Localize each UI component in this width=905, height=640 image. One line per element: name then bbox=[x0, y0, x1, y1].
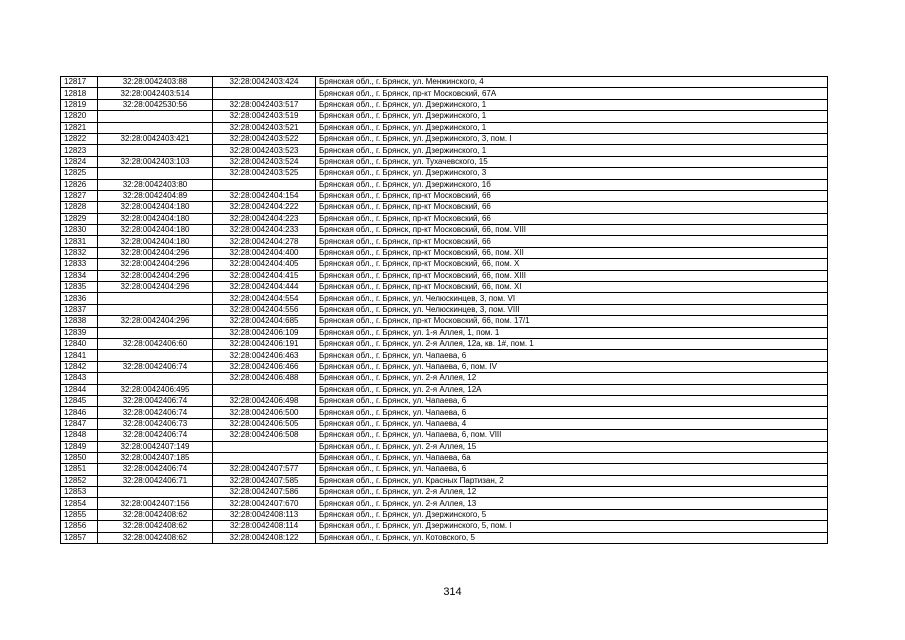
parcel-number-cell bbox=[98, 350, 213, 361]
row-number-cell: 12838 bbox=[61, 316, 98, 327]
row-number-cell: 12849 bbox=[61, 441, 98, 452]
address-cell: Брянская обл., г. Брянск, ул. Чапаева, 6 bbox=[316, 407, 828, 418]
table-row bbox=[61, 418, 828, 429]
parcel-number-cell bbox=[98, 111, 213, 122]
table-row bbox=[61, 509, 828, 520]
table-row bbox=[61, 395, 828, 406]
address-cell: Брянская обл., г. Брянск, ул. 2-я Аллея, 12а, кв. 1#, пом. 1 bbox=[316, 338, 828, 349]
parcel-number-cell: 32:28:0042404:296 bbox=[98, 316, 213, 327]
address-cell: Брянская обл., г. Брянск, пр-кт Московский, 66, пом. XI bbox=[316, 282, 828, 293]
parcel-number-cell bbox=[98, 304, 213, 315]
row-number-cell: 12852 bbox=[61, 475, 98, 486]
object-number-cell bbox=[213, 441, 316, 452]
address-cell: Брянская обл., г. Брянск, ул. Дзержинского, 3 bbox=[316, 168, 828, 179]
object-number-cell: 32:28:0042406:466 bbox=[213, 361, 316, 372]
row-number-cell: 12832 bbox=[61, 247, 98, 258]
table-row bbox=[61, 236, 828, 247]
table-row bbox=[61, 521, 828, 532]
row-number-cell: 12853 bbox=[61, 487, 98, 498]
row-number-cell: 12828 bbox=[61, 202, 98, 213]
table-row bbox=[61, 190, 828, 201]
row-number-cell: 12836 bbox=[61, 293, 98, 304]
parcel-number-cell: 32:28:0042408:62 bbox=[98, 509, 213, 520]
table-row bbox=[61, 88, 828, 99]
table-row bbox=[61, 77, 828, 88]
address-cell: Брянская обл., г. Брянск, ул. Челюскинцев, 3, пом. VIII bbox=[316, 304, 828, 315]
table-row bbox=[61, 384, 828, 395]
address-cell: Брянская обл., г. Брянск, ул. 2-я Аллея, 13 bbox=[316, 498, 828, 509]
address-cell: Брянская обл., г. Брянск, ул. Челюскинцев, 3, пом. VI bbox=[316, 293, 828, 304]
object-number-cell: 32:28:0042407:670 bbox=[213, 498, 316, 509]
parcel-number-cell bbox=[98, 145, 213, 156]
address-cell: Брянская обл., г. Брянск, ул. 2-я Аллея, 15 bbox=[316, 441, 828, 452]
table-row bbox=[61, 270, 828, 281]
object-number-cell: 32:28:0042406:500 bbox=[213, 407, 316, 418]
address-cell: Брянская обл., г. Брянск, пр-кт Московский, 66 bbox=[316, 236, 828, 247]
address-cell: Брянская обл., г. Брянск, ул. Дзержинского, 1 bbox=[316, 99, 828, 110]
row-number-cell: 12818 bbox=[61, 88, 98, 99]
table-row bbox=[61, 350, 828, 361]
row-number-cell: 12835 bbox=[61, 282, 98, 293]
table-row bbox=[61, 338, 828, 349]
parcel-number-cell: 32:28:0042404:296 bbox=[98, 270, 213, 281]
parcel-number-cell: 32:28:0042403:514 bbox=[98, 88, 213, 99]
address-cell: Брянская обл., г. Брянск, ул. Дзержинского, 1 bbox=[316, 145, 828, 156]
address-cell: Брянская обл., г. Брянск, ул. 2-я Аллея, 12 bbox=[316, 373, 828, 384]
table-row bbox=[61, 202, 828, 213]
row-number-cell: 12845 bbox=[61, 395, 98, 406]
parcel-number-cell: 32:28:0042408:62 bbox=[98, 521, 213, 532]
parcel-number-cell: 32:28:0042406:495 bbox=[98, 384, 213, 395]
parcel-number-cell: 32:28:0042406:60 bbox=[98, 338, 213, 349]
object-number-cell: 32:28:0042403:517 bbox=[213, 99, 316, 110]
object-number-cell bbox=[213, 452, 316, 463]
object-number-cell: 32:28:0042406:508 bbox=[213, 430, 316, 441]
row-number-cell: 12826 bbox=[61, 179, 98, 190]
parcel-number-cell: 32:28:0042407:156 bbox=[98, 498, 213, 509]
row-number-cell: 12841 bbox=[61, 350, 98, 361]
object-number-cell: 32:28:0042404:278 bbox=[213, 236, 316, 247]
object-number-cell: 32:28:0042403:524 bbox=[213, 156, 316, 167]
object-number-cell: 32:28:0042408:113 bbox=[213, 509, 316, 520]
row-number-cell: 12824 bbox=[61, 156, 98, 167]
parcel-number-cell: 32:28:0042404:180 bbox=[98, 225, 213, 236]
parcel-number-cell: 32:28:0042407:185 bbox=[98, 452, 213, 463]
address-cell: Брянская обл., г. Брянск, ул. Дзержинского, 5, пом. I bbox=[316, 521, 828, 532]
row-number-cell: 12821 bbox=[61, 122, 98, 133]
table-row bbox=[61, 361, 828, 372]
table-row bbox=[61, 168, 828, 179]
object-number-cell: 32:28:0042408:122 bbox=[213, 532, 316, 543]
table-row bbox=[61, 225, 828, 236]
address-cell: Брянская обл., г. Брянск, ул. 2-я Аллея, 12 bbox=[316, 487, 828, 498]
row-number-cell: 12820 bbox=[61, 111, 98, 122]
address-cell: Брянская обл., г. Брянск, пр-кт Московский, 66 bbox=[316, 213, 828, 224]
row-number-cell: 12840 bbox=[61, 338, 98, 349]
row-number-cell: 12833 bbox=[61, 259, 98, 270]
object-number-cell: 32:28:0042404:154 bbox=[213, 190, 316, 201]
page-number: 314 bbox=[443, 586, 462, 598]
parcel-number-cell: 32:28:0042406:74 bbox=[98, 395, 213, 406]
table-row bbox=[61, 441, 828, 452]
table-row bbox=[61, 532, 828, 543]
object-number-cell: 32:28:0042403:519 bbox=[213, 111, 316, 122]
table-row bbox=[61, 430, 828, 441]
parcel-number-cell bbox=[98, 293, 213, 304]
object-number-cell: 32:28:0042404:233 bbox=[213, 225, 316, 236]
row-number-cell: 12848 bbox=[61, 430, 98, 441]
row-number-cell: 12822 bbox=[61, 133, 98, 144]
row-number-cell: 12844 bbox=[61, 384, 98, 395]
parcel-number-cell bbox=[98, 373, 213, 384]
register-table-body bbox=[61, 77, 828, 544]
address-cell: Брянская обл., г. Брянск, ул. Дзержинского, 1б bbox=[316, 179, 828, 190]
row-number-cell: 12827 bbox=[61, 190, 98, 201]
table-row bbox=[61, 304, 828, 315]
object-number-cell bbox=[213, 384, 316, 395]
table-row bbox=[61, 111, 828, 122]
address-cell: Брянская обл., г. Брянск, пр-кт Московский, 66 bbox=[316, 202, 828, 213]
parcel-number-cell: 32:28:0042403:421 bbox=[98, 133, 213, 144]
row-number-cell: 12846 bbox=[61, 407, 98, 418]
table-row bbox=[61, 133, 828, 144]
parcel-number-cell: 32:28:0042404:296 bbox=[98, 259, 213, 270]
address-cell: Брянская обл., г. Брянск, ул. Чапаева, 6, пом. VIII bbox=[316, 430, 828, 441]
object-number-cell: 32:28:0042406:191 bbox=[213, 338, 316, 349]
table-row bbox=[61, 327, 828, 338]
parcel-number-cell: 32:28:0042406:71 bbox=[98, 475, 213, 486]
parcel-number-cell: 32:28:0042406:74 bbox=[98, 407, 213, 418]
table-row bbox=[61, 122, 828, 133]
parcel-number-cell: 32:28:0042407:149 bbox=[98, 441, 213, 452]
parcel-number-cell: 32:28:0042403:80 bbox=[98, 179, 213, 190]
object-number-cell: 32:28:0042403:424 bbox=[213, 77, 316, 88]
table-row bbox=[61, 452, 828, 463]
address-cell: Брянская обл., г. Брянск, ул. Дзержинского, 3, пом. I bbox=[316, 133, 828, 144]
table-row bbox=[61, 99, 828, 110]
row-number-cell: 12851 bbox=[61, 464, 98, 475]
address-cell: Брянская обл., г. Брянск, ул. Менжинского, 4 bbox=[316, 77, 828, 88]
object-number-cell: 32:28:0042408:114 bbox=[213, 521, 316, 532]
parcel-number-cell bbox=[98, 168, 213, 179]
row-number-cell: 12819 bbox=[61, 99, 98, 110]
row-number-cell: 12834 bbox=[61, 270, 98, 281]
table-row bbox=[61, 407, 828, 418]
object-number-cell: 32:28:0042406:498 bbox=[213, 395, 316, 406]
object-number-cell: 32:28:0042404:444 bbox=[213, 282, 316, 293]
address-cell: Брянская обл., г. Брянск, пр-кт Московский, 67А bbox=[316, 88, 828, 99]
object-number-cell: 32:28:0042406:505 bbox=[213, 418, 316, 429]
row-number-cell: 12847 bbox=[61, 418, 98, 429]
row-number-cell: 12817 bbox=[61, 77, 98, 88]
parcel-number-cell: 32:28:0042404:89 bbox=[98, 190, 213, 201]
table-row bbox=[61, 316, 828, 327]
table-row bbox=[61, 145, 828, 156]
row-number-cell: 12839 bbox=[61, 327, 98, 338]
table-row bbox=[61, 259, 828, 270]
parcel-number-cell: 32:28:0042404:296 bbox=[98, 282, 213, 293]
table-row bbox=[61, 475, 828, 486]
object-number-cell: 32:28:0042403:521 bbox=[213, 122, 316, 133]
object-number-cell: 32:28:0042404:400 bbox=[213, 247, 316, 258]
parcel-number-cell: 32:28:0042403:88 bbox=[98, 77, 213, 88]
parcel-number-cell: 32:28:0042530:56 bbox=[98, 99, 213, 110]
parcel-number-cell bbox=[98, 487, 213, 498]
address-cell: Брянская обл., г. Брянск, пр-кт Московский, 66, пом. XII bbox=[316, 247, 828, 258]
parcel-number-cell: 32:28:0042404:180 bbox=[98, 202, 213, 213]
row-number-cell: 12854 bbox=[61, 498, 98, 509]
row-number-cell: 12837 bbox=[61, 304, 98, 315]
address-cell: Брянская обл., г. Брянск, ул. Чапаева, 6 bbox=[316, 395, 828, 406]
address-cell: Брянская обл., г. Брянск, ул. Чапаева, 6 bbox=[316, 464, 828, 475]
address-cell: Брянская обл., г. Брянск, пр-кт Московский, 66, пом. X bbox=[316, 259, 828, 270]
parcel-number-cell: 32:28:0042404:180 bbox=[98, 213, 213, 224]
row-number-cell: 12856 bbox=[61, 521, 98, 532]
address-cell: Брянская обл., г. Брянск, ул. Чапаева, 6 bbox=[316, 350, 828, 361]
row-number-cell: 12843 bbox=[61, 373, 98, 384]
table-row bbox=[61, 293, 828, 304]
row-number-cell: 12830 bbox=[61, 225, 98, 236]
row-number-cell: 12855 bbox=[61, 509, 98, 520]
address-cell: Брянская обл., г. Брянск, ул. Дзержинского, 1 bbox=[316, 111, 828, 122]
object-number-cell: 32:28:0042406:463 bbox=[213, 350, 316, 361]
table-row bbox=[61, 282, 828, 293]
row-number-cell: 12857 bbox=[61, 532, 98, 543]
object-number-cell bbox=[213, 179, 316, 190]
address-cell: Брянская обл., г. Брянск, ул. Красных Партизан, 2 bbox=[316, 475, 828, 486]
address-cell: Брянская обл., г. Брянск, пр-кт Московский, 66, пом. XIII bbox=[316, 270, 828, 281]
object-number-cell: 32:28:0042407:577 bbox=[213, 464, 316, 475]
address-cell: Брянская обл., г. Брянск, ул. Чапаева, 6, пом. IV bbox=[316, 361, 828, 372]
object-number-cell: 32:28:0042403:523 bbox=[213, 145, 316, 156]
address-cell: Брянская обл., г. Брянск, ул. Дзержинского, 5 bbox=[316, 509, 828, 520]
register-table bbox=[60, 76, 828, 544]
address-cell: Брянская обл., г. Брянск, ул. 1-я Аллея, 1, пом. 1 bbox=[316, 327, 828, 338]
table-row bbox=[61, 373, 828, 384]
address-cell: Брянская обл., г. Брянск, ул. 2-я Аллея, 12А bbox=[316, 384, 828, 395]
address-cell: Брянская обл., г. Брянск, ул. Чапаева, 4 bbox=[316, 418, 828, 429]
table-row bbox=[61, 156, 828, 167]
parcel-number-cell: 32:28:0042404:180 bbox=[98, 236, 213, 247]
table-row bbox=[61, 247, 828, 258]
object-number-cell: 32:28:0042404:223 bbox=[213, 213, 316, 224]
parcel-number-cell: 32:28:0042403:103 bbox=[98, 156, 213, 167]
address-cell: Брянская обл., г. Брянск, ул. Дзержинского, 1 bbox=[316, 122, 828, 133]
row-number-cell: 12829 bbox=[61, 213, 98, 224]
parcel-number-cell: 32:28:0042408:62 bbox=[98, 532, 213, 543]
row-number-cell: 12850 bbox=[61, 452, 98, 463]
table-row bbox=[61, 464, 828, 475]
object-number-cell: 32:28:0042403:522 bbox=[213, 133, 316, 144]
parcel-number-cell: 32:28:0042404:296 bbox=[98, 247, 213, 258]
parcel-number-cell: 32:28:0042406:74 bbox=[98, 464, 213, 475]
table-row bbox=[61, 498, 828, 509]
row-number-cell: 12823 bbox=[61, 145, 98, 156]
object-number-cell: 32:28:0042406:488 bbox=[213, 373, 316, 384]
object-number-cell: 32:28:0042404:222 bbox=[213, 202, 316, 213]
address-cell: Брянская обл., г. Брянск, ул. Чапаева, 6а bbox=[316, 452, 828, 463]
object-number-cell: 32:28:0042404:405 bbox=[213, 259, 316, 270]
parcel-number-cell bbox=[98, 327, 213, 338]
address-cell: Брянская обл., г. Брянск, пр-кт Московский, 66, пом. 17/1 bbox=[316, 316, 828, 327]
address-cell: Брянская обл., г. Брянск, пр-кт Московский, 66, пом. VIII bbox=[316, 225, 828, 236]
address-cell: Брянская обл., г. Брянск, пр-кт Московский, 66 bbox=[316, 190, 828, 201]
row-number-cell: 12842 bbox=[61, 361, 98, 372]
table-row bbox=[61, 213, 828, 224]
parcel-number-cell: 32:28:0042406:73 bbox=[98, 418, 213, 429]
object-number-cell bbox=[213, 88, 316, 99]
object-number-cell: 32:28:0042404:685 bbox=[213, 316, 316, 327]
object-number-cell: 32:28:0042407:586 bbox=[213, 487, 316, 498]
row-number-cell: 12825 bbox=[61, 168, 98, 179]
table-row bbox=[61, 179, 828, 190]
parcel-number-cell: 32:28:0042406:74 bbox=[98, 430, 213, 441]
object-number-cell: 32:28:0042404:415 bbox=[213, 270, 316, 281]
parcel-number-cell: 32:28:0042406:74 bbox=[98, 361, 213, 372]
row-number-cell: 12831 bbox=[61, 236, 98, 247]
object-number-cell: 32:28:0042404:554 bbox=[213, 293, 316, 304]
address-cell: Брянская обл., г. Брянск, ул. Котовского, 5 bbox=[316, 532, 828, 543]
address-cell: Брянская обл., г. Брянск, ул. Тухачевского, 15 bbox=[316, 156, 828, 167]
object-number-cell: 32:28:0042406:109 bbox=[213, 327, 316, 338]
object-number-cell: 32:28:0042403:525 bbox=[213, 168, 316, 179]
table-row bbox=[61, 487, 828, 498]
object-number-cell: 32:28:0042407:585 bbox=[213, 475, 316, 486]
object-number-cell: 32:28:0042404:556 bbox=[213, 304, 316, 315]
parcel-number-cell bbox=[98, 122, 213, 133]
